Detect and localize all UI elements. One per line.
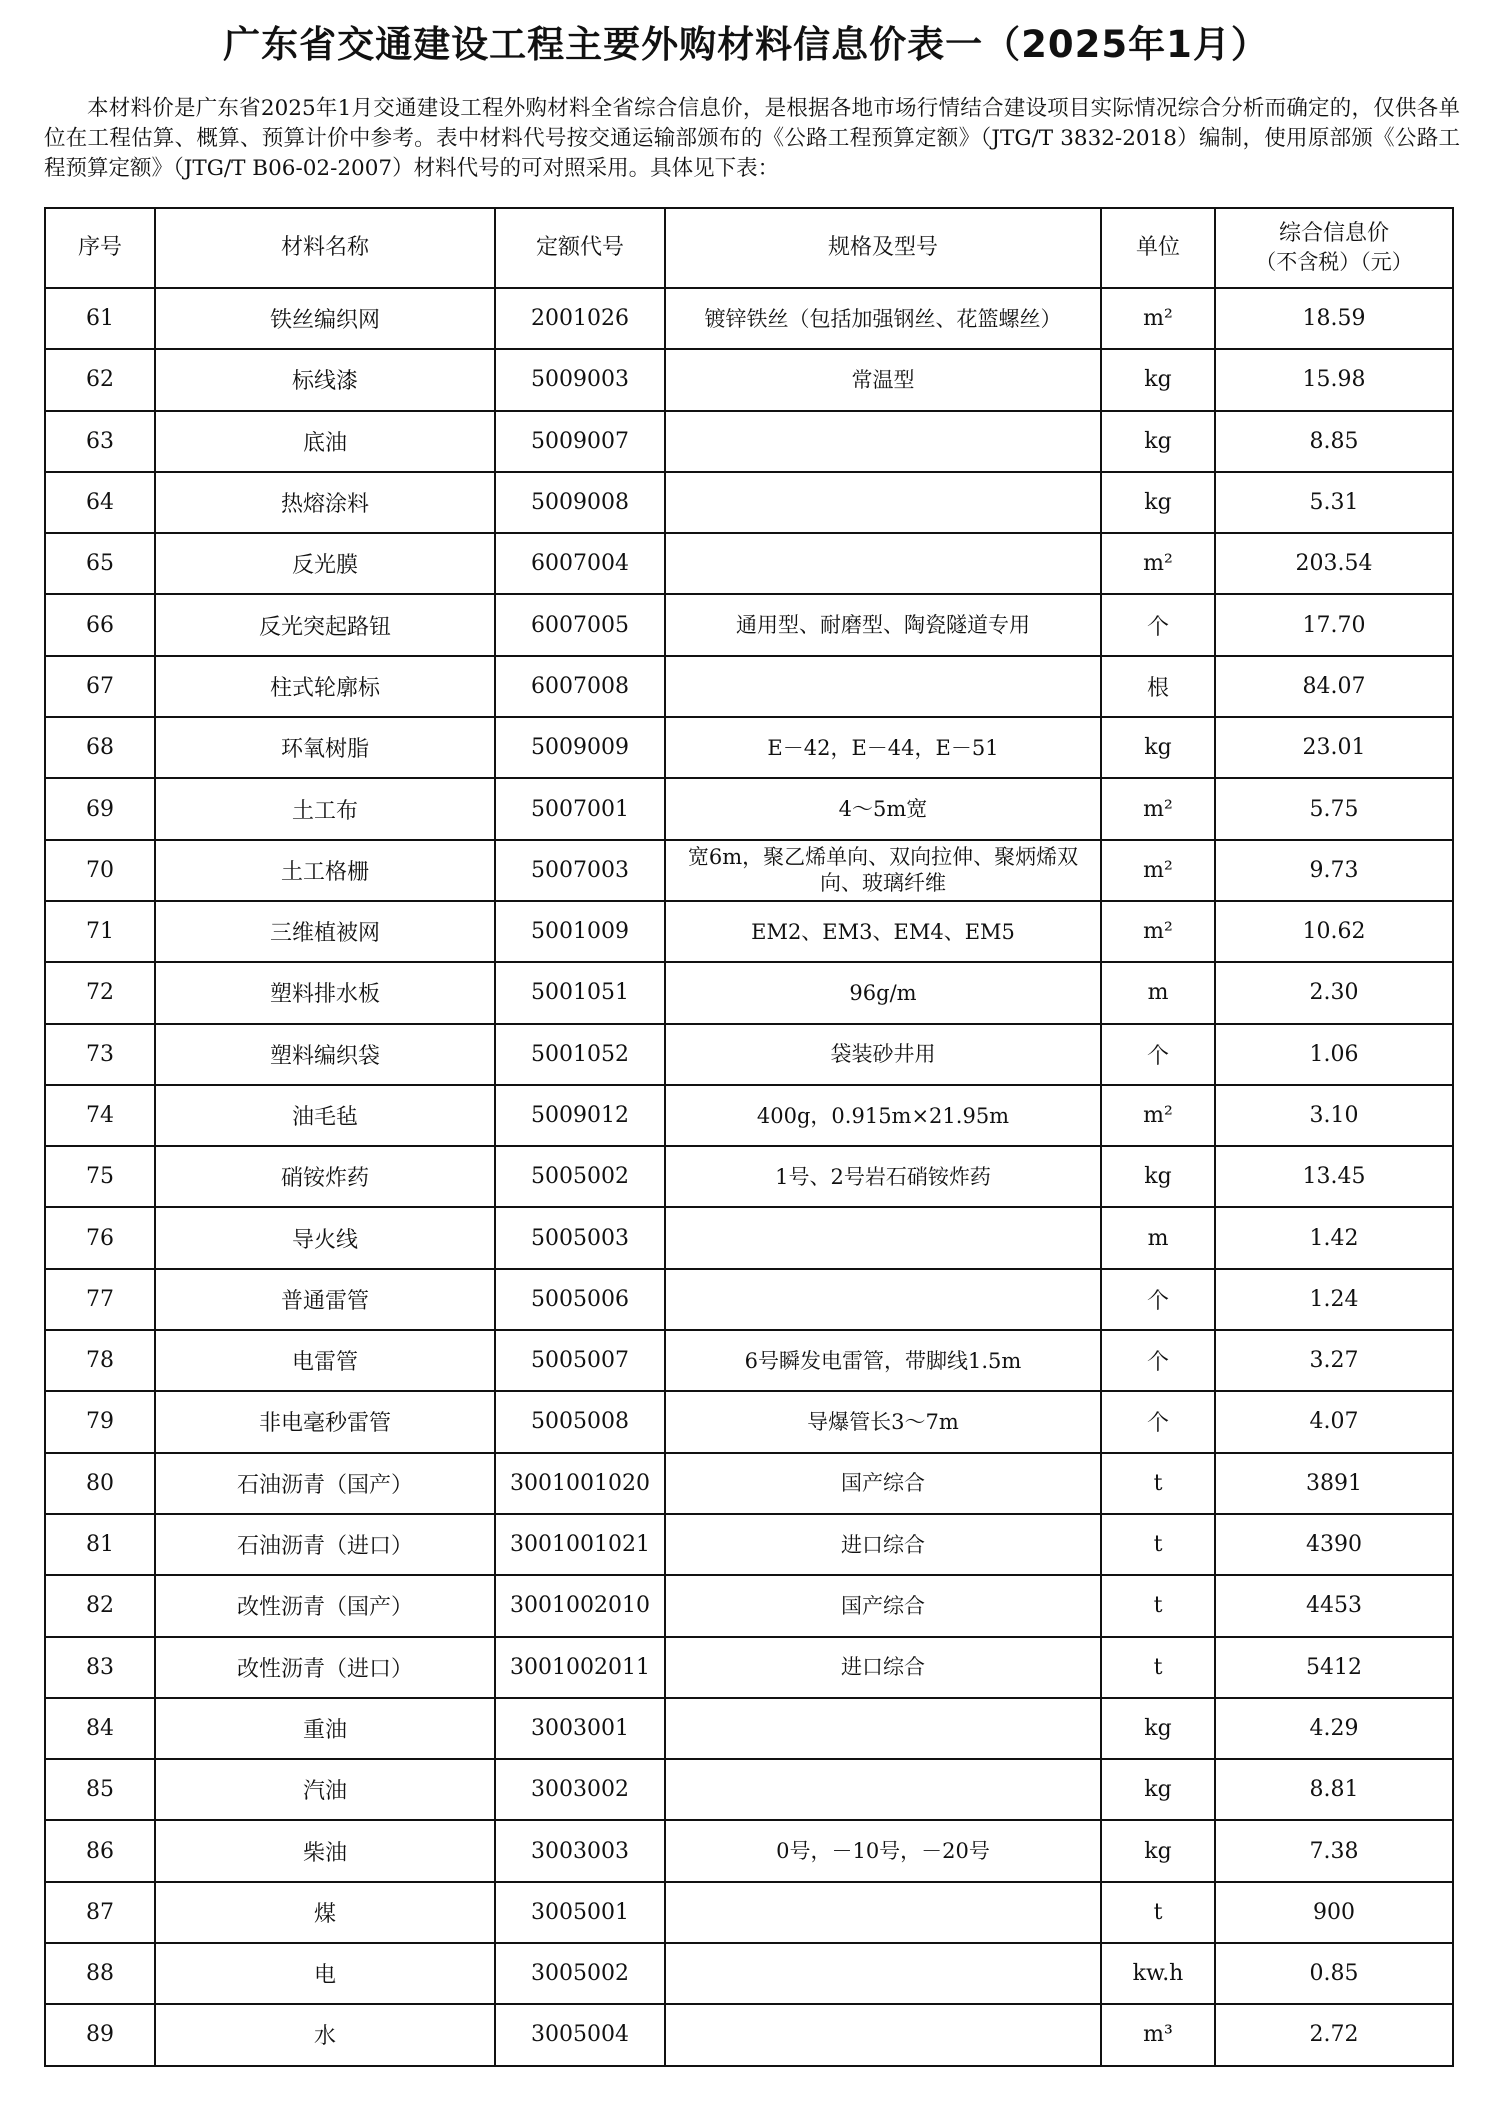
cell-code: 3001002011 [495, 1637, 665, 1698]
cell-price: 3891 [1215, 1453, 1453, 1514]
cell-code: 5005003 [495, 1207, 665, 1268]
table-row [45, 533, 1453, 594]
cell-price: 8.81 [1215, 1759, 1453, 1820]
cell-price: 1.24 [1215, 1269, 1453, 1330]
cell-spec: 进口综合 [665, 1637, 1101, 1698]
cell-spec: 宽6m，聚乙烯单向、双向拉伸、聚炳烯双向、玻璃纤维 [665, 840, 1101, 901]
cell-name: 油毛毡 [155, 1085, 495, 1146]
cell-unit: m² [1101, 1085, 1215, 1146]
cell-code: 3005004 [495, 2004, 665, 2065]
table-row [45, 840, 1453, 901]
cell-code: 3005002 [495, 1943, 665, 2004]
cell-price: 18.59 [1215, 288, 1453, 349]
cell-unit: kg [1101, 472, 1215, 533]
cell-unit: t [1101, 1882, 1215, 1943]
cell-name: 普通雷管 [155, 1269, 495, 1330]
cell-spec: 96g/m [665, 962, 1101, 1023]
cell-name: 柱式轮廓标 [155, 656, 495, 717]
cell-unit: m³ [1101, 2004, 1215, 2065]
cell-no: 68 [45, 717, 155, 778]
page-title: 广东省交通建设工程主要外购材料信息价表一（2025年1月） [223, 23, 1269, 66]
cell-price: 13.45 [1215, 1146, 1453, 1207]
cell-spec [665, 1759, 1101, 1820]
cell-code: 3005001 [495, 1882, 665, 1943]
cell-price: 84.07 [1215, 656, 1453, 717]
table-row [45, 472, 1453, 533]
table-row [45, 594, 1453, 655]
header-price-line2: （不含税）（元） [1255, 250, 1413, 274]
cell-no: 75 [45, 1146, 155, 1207]
header-name: 材料名称 [155, 208, 495, 288]
table-row [45, 778, 1453, 839]
cell-code: 5001009 [495, 901, 665, 962]
cell-no: 83 [45, 1637, 155, 1698]
cell-unit: m [1101, 1207, 1215, 1268]
cell-name: 标线漆 [155, 349, 495, 410]
cell-spec: 镀锌铁丝（包括加强钢丝、花篮螺丝） [665, 288, 1101, 349]
cell-name: 反光突起路钮 [155, 594, 495, 655]
table-row [45, 411, 1453, 472]
cell-no: 70 [45, 840, 155, 901]
cell-spec: 常温型 [665, 349, 1101, 410]
cell-name: 柴油 [155, 1820, 495, 1881]
cell-code: 3001002010 [495, 1575, 665, 1636]
cell-unit: kg [1101, 349, 1215, 410]
cell-name: 石油沥青（国产） [155, 1453, 495, 1514]
cell-spec [665, 1882, 1101, 1943]
cell-no: 86 [45, 1820, 155, 1881]
cell-code: 5005006 [495, 1269, 665, 1330]
cell-unit: m² [1101, 288, 1215, 349]
cell-code: 5005007 [495, 1330, 665, 1391]
cell-price: 900 [1215, 1882, 1453, 1943]
table-row [45, 962, 1453, 1023]
table-row [45, 901, 1453, 962]
cell-price: 0.85 [1215, 1943, 1453, 2004]
cell-unit: kg [1101, 1820, 1215, 1881]
table-row [45, 1943, 1453, 2004]
cell-no: 72 [45, 962, 155, 1023]
table-row [45, 1269, 1453, 1330]
cell-no: 71 [45, 901, 155, 962]
table-header [45, 208, 1453, 288]
cell-no: 85 [45, 1759, 155, 1820]
cell-no: 66 [45, 594, 155, 655]
cell-code: 5005002 [495, 1146, 665, 1207]
cell-price: 10.62 [1215, 901, 1453, 962]
cell-price: 203.54 [1215, 533, 1453, 594]
cell-name: 改性沥青（进口） [155, 1637, 495, 1698]
cell-name: 土工布 [155, 778, 495, 839]
cell-code: 3003001 [495, 1698, 665, 1759]
cell-price: 2.30 [1215, 962, 1453, 1023]
cell-code: 3001001020 [495, 1453, 665, 1514]
cell-no: 89 [45, 2004, 155, 2065]
cell-price: 2.72 [1215, 2004, 1453, 2065]
cell-price: 5.31 [1215, 472, 1453, 533]
cell-spec: 进口综合 [665, 1514, 1101, 1575]
cell-unit: kg [1101, 1146, 1215, 1207]
cell-spec: 400g，0.915m×21.95m [665, 1085, 1101, 1146]
cell-unit: 个 [1101, 1269, 1215, 1330]
cell-no: 73 [45, 1024, 155, 1085]
cell-price: 4.29 [1215, 1698, 1453, 1759]
cell-name: 汽油 [155, 1759, 495, 1820]
table-row [45, 1391, 1453, 1452]
cell-spec: 0号，－10号，－20号 [665, 1820, 1101, 1881]
cell-spec [665, 2004, 1101, 2065]
cell-code: 3003002 [495, 1759, 665, 1820]
cell-no: 69 [45, 778, 155, 839]
cell-price: 23.01 [1215, 717, 1453, 778]
cell-spec: EM2、EM3、EM4、EM5 [665, 901, 1101, 962]
cell-price: 9.73 [1215, 840, 1453, 901]
cell-unit: kg [1101, 717, 1215, 778]
table-row [45, 1575, 1453, 1636]
cell-unit: m² [1101, 840, 1215, 901]
cell-name: 热熔涂料 [155, 472, 495, 533]
cell-price: 4390 [1215, 1514, 1453, 1575]
cell-name: 硝铵炸药 [155, 1146, 495, 1207]
cell-code: 5001052 [495, 1024, 665, 1085]
cell-price: 5.75 [1215, 778, 1453, 839]
cell-unit: m² [1101, 901, 1215, 962]
cell-spec [665, 1698, 1101, 1759]
cell-price: 7.38 [1215, 1820, 1453, 1881]
header-price [1215, 208, 1453, 288]
cell-name: 土工格栅 [155, 840, 495, 901]
header-spec: 规格及型号 [665, 208, 1101, 288]
cell-unit: kg [1101, 1759, 1215, 1820]
cell-spec [665, 1943, 1101, 2004]
cell-unit: t [1101, 1575, 1215, 1636]
cell-name: 石油沥青（进口） [155, 1514, 495, 1575]
cell-spec: 通用型、耐磨型、陶瓷隧道专用 [665, 594, 1101, 655]
cell-unit: 个 [1101, 1391, 1215, 1452]
cell-price: 4.07 [1215, 1391, 1453, 1452]
cell-spec: 导爆管长3～7m [665, 1391, 1101, 1452]
cell-no: 78 [45, 1330, 155, 1391]
cell-no: 62 [45, 349, 155, 410]
cell-no: 79 [45, 1391, 155, 1452]
cell-unit: kg [1101, 411, 1215, 472]
cell-no: 81 [45, 1514, 155, 1575]
cell-no: 82 [45, 1575, 155, 1636]
cell-unit: 个 [1101, 1330, 1215, 1391]
table-row [45, 1024, 1453, 1085]
cell-code: 5001051 [495, 962, 665, 1023]
cell-unit: 个 [1101, 594, 1215, 655]
cell-unit: m² [1101, 533, 1215, 594]
cell-name: 环氧树脂 [155, 717, 495, 778]
cell-price: 3.27 [1215, 1330, 1453, 1391]
cell-no: 67 [45, 656, 155, 717]
cell-unit: 根 [1101, 656, 1215, 717]
header-code: 定额代号 [495, 208, 665, 288]
cell-no: 61 [45, 288, 155, 349]
table-row [45, 1207, 1453, 1268]
cell-name: 非电毫秒雷管 [155, 1391, 495, 1452]
intro-paragraph: 本材料价是广东省2025年1月交通建设工程外购材料全省综合信息价，是根据各地市场行情结合建设项目实际情况综合分析而确定的，仅供各单位在工程估算、概算、预算计价中参考。表中材料代号按交通运输部颁布的《公路工程预算定额》（JTG/T 3832-2018）编制，使用原部颁《公路工程预算定额》（JTG/T B06-02-2007）材料代号的可对照采用。具体见下表： [44, 96, 1460, 181]
cell-code: 5007001 [495, 778, 665, 839]
cell-no: 65 [45, 533, 155, 594]
cell-no: 88 [45, 1943, 155, 2004]
cell-no: 77 [45, 1269, 155, 1330]
cell-code: 5009003 [495, 349, 665, 410]
cell-code: 6007008 [495, 656, 665, 717]
cell-unit: m² [1101, 778, 1215, 839]
cell-unit: 个 [1101, 1024, 1215, 1085]
cell-name: 反光膜 [155, 533, 495, 594]
cell-no: 76 [45, 1207, 155, 1268]
cell-name: 重油 [155, 1698, 495, 1759]
material-price-table [44, 207, 1454, 2067]
cell-unit: kg [1101, 1698, 1215, 1759]
cell-code: 5009008 [495, 472, 665, 533]
cell-unit: t [1101, 1637, 1215, 1698]
cell-name: 改性沥青（国产） [155, 1575, 495, 1636]
cell-code: 5007003 [495, 840, 665, 901]
cell-code: 6007005 [495, 594, 665, 655]
cell-code: 5009012 [495, 1085, 665, 1146]
table-row [45, 1453, 1453, 1514]
cell-spec [665, 472, 1101, 533]
cell-price: 1.42 [1215, 1207, 1453, 1268]
cell-name: 电 [155, 1943, 495, 2004]
cell-spec: 袋装砂井用 [665, 1024, 1101, 1085]
cell-price: 3.10 [1215, 1085, 1453, 1146]
cell-name: 塑料排水板 [155, 962, 495, 1023]
cell-spec: 1号、2号岩石硝铵炸药 [665, 1146, 1101, 1207]
cell-name: 导火线 [155, 1207, 495, 1268]
table-row [45, 2004, 1453, 2065]
cell-code: 2001026 [495, 288, 665, 349]
header-no: 序号 [45, 208, 155, 288]
table-row [45, 288, 1453, 349]
cell-spec: E－42，E－44，E－51 [665, 717, 1101, 778]
cell-spec [665, 1207, 1101, 1268]
cell-name: 三维植被网 [155, 901, 495, 962]
cell-name: 电雷管 [155, 1330, 495, 1391]
cell-spec [665, 656, 1101, 717]
table-row [45, 1085, 1453, 1146]
header-unit: 单位 [1101, 208, 1215, 288]
cell-unit: t [1101, 1514, 1215, 1575]
table-body [45, 288, 1453, 2066]
table-row [45, 349, 1453, 410]
cell-spec: 4～5m宽 [665, 778, 1101, 839]
cell-price: 5412 [1215, 1637, 1453, 1698]
table-row [45, 1637, 1453, 1698]
cell-no: 80 [45, 1453, 155, 1514]
cell-name: 塑料编织袋 [155, 1024, 495, 1085]
cell-spec [665, 533, 1101, 594]
table-row [45, 1759, 1453, 1820]
cell-spec: 国产综合 [665, 1453, 1101, 1514]
cell-spec: 6号瞬发电雷管，带脚线1.5m [665, 1330, 1101, 1391]
cell-price: 8.85 [1215, 411, 1453, 472]
cell-price: 1.06 [1215, 1024, 1453, 1085]
table-row [45, 1882, 1453, 1943]
cell-code: 5009007 [495, 411, 665, 472]
cell-unit: kw.h [1101, 1943, 1215, 2004]
cell-no: 63 [45, 411, 155, 472]
cell-no: 84 [45, 1698, 155, 1759]
cell-unit: t [1101, 1453, 1215, 1514]
cell-price: 17.70 [1215, 594, 1453, 655]
cell-code: 5005008 [495, 1391, 665, 1452]
cell-price: 4453 [1215, 1575, 1453, 1636]
cell-no: 74 [45, 1085, 155, 1146]
cell-no: 87 [45, 1882, 155, 1943]
table-row [45, 1698, 1453, 1759]
cell-name: 底油 [155, 411, 495, 472]
table-row [45, 1514, 1453, 1575]
cell-price: 15.98 [1215, 349, 1453, 410]
cell-no: 64 [45, 472, 155, 533]
cell-name: 水 [155, 2004, 495, 2065]
cell-spec: 国产综合 [665, 1575, 1101, 1636]
table-row [45, 1146, 1453, 1207]
header-price-line1: 综合信息价 [1278, 221, 1389, 246]
cell-name: 铁丝编织网 [155, 288, 495, 349]
table-row [45, 1820, 1453, 1881]
table-row [45, 656, 1453, 717]
cell-code: 3001001021 [495, 1514, 665, 1575]
table-header-row [45, 208, 1453, 288]
cell-unit: m [1101, 962, 1215, 1023]
table-row [45, 717, 1453, 778]
cell-code: 5009009 [495, 717, 665, 778]
cell-code: 6007004 [495, 533, 665, 594]
cell-code: 3003003 [495, 1820, 665, 1881]
table-row [45, 1330, 1453, 1391]
cell-name: 煤 [155, 1882, 495, 1943]
cell-spec [665, 1269, 1101, 1330]
cell-spec [665, 411, 1101, 472]
